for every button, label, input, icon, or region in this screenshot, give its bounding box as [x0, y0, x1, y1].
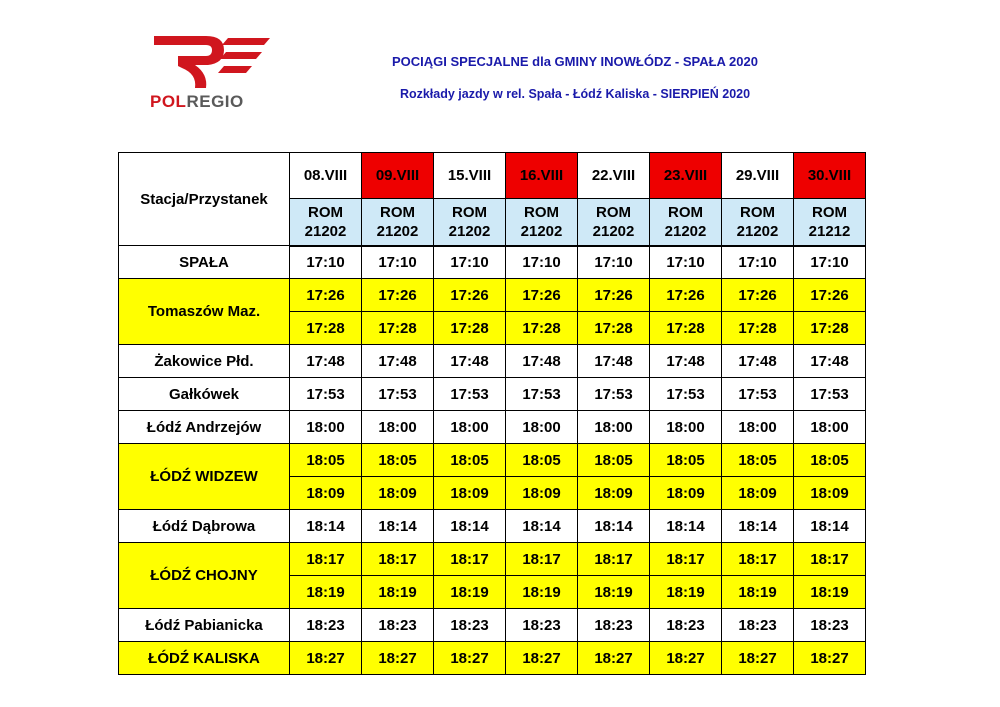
train-number-header — [362, 199, 434, 246]
time-cell: 18:14 — [578, 510, 650, 543]
train-type: ROM — [668, 203, 703, 221]
time-cell: 18:05 — [650, 444, 722, 477]
time-cell: 17:28 — [794, 312, 866, 345]
time-cell: 17:28 — [650, 312, 722, 345]
train-number-header — [578, 199, 650, 246]
time-cell: 18:27 — [578, 642, 650, 675]
time-cell: 18:19 — [722, 576, 794, 609]
time-cell: 18:09 — [434, 477, 506, 510]
table-row — [119, 510, 866, 543]
time-cell: 18:23 — [290, 609, 362, 642]
time-cell: 18:27 — [794, 642, 866, 675]
time-cell: 17:10 — [794, 246, 866, 279]
time-cell: 18:23 — [650, 609, 722, 642]
time-cell: 18:17 — [650, 543, 722, 576]
train-number-header — [794, 199, 866, 246]
time-cell: 18:14 — [722, 510, 794, 543]
table-row — [119, 543, 866, 576]
station-name: ŁÓDŹ KALISKA — [119, 642, 290, 675]
logo-wordmark: POLREGIO — [150, 92, 244, 111]
time-cell: 18:05 — [506, 444, 578, 477]
time-cell: 17:28 — [362, 312, 434, 345]
time-cell: 18:19 — [650, 576, 722, 609]
time-cell: 18:17 — [434, 543, 506, 576]
train-number: 21202 — [448, 222, 491, 240]
time-cell: 17:10 — [434, 246, 506, 279]
time-cell: 17:10 — [578, 246, 650, 279]
station-name: Tomaszów Maz. — [119, 279, 290, 345]
time-cell: 18:17 — [362, 543, 434, 576]
time-cell: 17:53 — [362, 378, 434, 411]
time-cell: 18:05 — [794, 444, 866, 477]
time-cell: 17:48 — [506, 345, 578, 378]
time-cell: 17:53 — [794, 378, 866, 411]
time-cell: 17:26 — [794, 279, 866, 312]
time-cell: 17:48 — [434, 345, 506, 378]
page-subtitle: Rozkłady jazdy w rel. Spała - Łódź Kaliska - SIERPIEŃ 2020 — [399, 87, 751, 101]
time-cell: 17:26 — [362, 279, 434, 312]
time-cell: 18:00 — [362, 411, 434, 444]
time-cell: 18:19 — [362, 576, 434, 609]
time-cell: 17:53 — [434, 378, 506, 411]
time-cell: 18:09 — [578, 477, 650, 510]
date-header: 15.VIII — [434, 153, 506, 199]
time-cell: 18:23 — [434, 609, 506, 642]
date-header: 08.VIII — [290, 153, 362, 199]
time-cell: 18:14 — [794, 510, 866, 543]
time-cell: 18:05 — [290, 444, 362, 477]
time-cell: 17:53 — [290, 378, 362, 411]
time-cell: 18:27 — [290, 642, 362, 675]
time-cell: 17:48 — [794, 345, 866, 378]
time-cell: 18:09 — [794, 477, 866, 510]
time-cell: 17:10 — [506, 246, 578, 279]
train-type: ROM — [308, 203, 343, 221]
time-cell: 17:26 — [722, 279, 794, 312]
train-number-header — [506, 199, 578, 246]
time-cell: 18:00 — [290, 411, 362, 444]
train-number-header — [290, 199, 362, 246]
time-cell: 17:53 — [506, 378, 578, 411]
time-cell: 17:48 — [722, 345, 794, 378]
table-row — [119, 378, 866, 411]
time-cell: 18:05 — [722, 444, 794, 477]
time-cell: 17:10 — [722, 246, 794, 279]
table-row — [119, 444, 866, 477]
time-cell: 17:48 — [650, 345, 722, 378]
time-cell: 18:14 — [362, 510, 434, 543]
time-cell: 18:23 — [506, 609, 578, 642]
station-name: Łódź Andrzejów — [119, 411, 290, 444]
time-cell: 18:00 — [434, 411, 506, 444]
time-cell: 18:19 — [506, 576, 578, 609]
time-cell: 18:14 — [434, 510, 506, 543]
time-cell: 18:14 — [290, 510, 362, 543]
time-cell: 18:17 — [722, 543, 794, 576]
station-name: SPAŁA — [119, 246, 290, 279]
time-cell: 18:27 — [434, 642, 506, 675]
station-name: Gałkówek — [119, 378, 290, 411]
time-cell: 17:28 — [290, 312, 362, 345]
train-number-header — [434, 199, 506, 246]
date-header: 23.VIII — [650, 153, 722, 199]
time-cell: 17:26 — [578, 279, 650, 312]
station-column-header: Stacja/Przystanek — [119, 153, 290, 246]
train-number: 21202 — [736, 222, 779, 240]
time-cell: 18:14 — [650, 510, 722, 543]
train-number: 21202 — [592, 222, 635, 240]
time-cell: 17:53 — [578, 378, 650, 411]
time-cell: 18:17 — [290, 543, 362, 576]
time-cell: 17:10 — [362, 246, 434, 279]
time-cell: 17:48 — [362, 345, 434, 378]
table-row — [119, 642, 866, 675]
polregio-logo-icon — [148, 30, 278, 92]
time-cell: 17:10 — [650, 246, 722, 279]
time-cell: 18:09 — [506, 477, 578, 510]
date-header: 29.VIII — [722, 153, 794, 199]
time-cell: 17:48 — [578, 345, 650, 378]
time-cell: 18:00 — [650, 411, 722, 444]
time-cell: 18:19 — [794, 576, 866, 609]
polregio-logo — [148, 30, 278, 112]
date-header: 30.VIII — [794, 153, 866, 199]
table-row — [119, 246, 866, 279]
time-cell: 17:28 — [434, 312, 506, 345]
time-cell: 18:19 — [578, 576, 650, 609]
time-cell: 18:09 — [362, 477, 434, 510]
time-cell: 18:23 — [722, 609, 794, 642]
page-title: POCIĄGI SPECJALNE dla GMINY INOWŁÓDZ - SPAŁA 2020 — [392, 54, 758, 69]
time-cell: 17:48 — [290, 345, 362, 378]
train-number: 21202 — [304, 222, 347, 240]
station-name: ŁÓDŹ CHOJNY — [119, 543, 290, 609]
time-cell: 18:17 — [578, 543, 650, 576]
train-number: 21212 — [808, 222, 851, 240]
time-cell: 18:00 — [578, 411, 650, 444]
time-cell: 18:14 — [506, 510, 578, 543]
time-cell: 18:05 — [434, 444, 506, 477]
time-cell: 18:05 — [362, 444, 434, 477]
table-row — [119, 345, 866, 378]
time-cell: 18:00 — [722, 411, 794, 444]
time-cell: 18:27 — [650, 642, 722, 675]
train-type: ROM — [380, 203, 415, 221]
time-cell: 18:27 — [722, 642, 794, 675]
time-cell: 18:19 — [290, 576, 362, 609]
time-cell: 17:28 — [506, 312, 578, 345]
time-cell: 18:05 — [578, 444, 650, 477]
train-number: 21202 — [664, 222, 707, 240]
train-number-header — [722, 199, 794, 246]
time-cell: 18:00 — [506, 411, 578, 444]
table-row — [119, 411, 866, 444]
time-cell: 17:53 — [722, 378, 794, 411]
time-cell: 18:27 — [362, 642, 434, 675]
station-name: Łódź Pabianicka — [119, 609, 290, 642]
train-number: 21202 — [376, 222, 419, 240]
table-row — [119, 279, 866, 312]
station-name: ŁÓDŹ WIDZEW — [119, 444, 290, 510]
time-cell: 17:26 — [434, 279, 506, 312]
time-cell: 18:09 — [722, 477, 794, 510]
train-number-header — [650, 199, 722, 246]
time-cell: 18:23 — [578, 609, 650, 642]
train-type: ROM — [596, 203, 631, 221]
train-type: ROM — [524, 203, 559, 221]
time-cell: 18:09 — [290, 477, 362, 510]
time-cell: 17:26 — [506, 279, 578, 312]
time-cell: 18:09 — [650, 477, 722, 510]
train-type: ROM — [812, 203, 847, 221]
station-name: Żakowice Płd. — [119, 345, 290, 378]
time-cell: 17:26 — [290, 279, 362, 312]
time-cell: 17:28 — [578, 312, 650, 345]
date-header: 16.VIII — [506, 153, 578, 199]
time-cell: 18:17 — [506, 543, 578, 576]
time-cell: 17:10 — [290, 246, 362, 279]
train-number: 21202 — [520, 222, 563, 240]
train-type: ROM — [740, 203, 775, 221]
time-cell: 17:26 — [650, 279, 722, 312]
time-cell: 18:27 — [506, 642, 578, 675]
train-type: ROM — [452, 203, 487, 221]
time-cell: 17:28 — [722, 312, 794, 345]
header-row-dates — [119, 153, 866, 199]
station-name: Łódź Dąbrowa — [119, 510, 290, 543]
time-cell: 18:23 — [362, 609, 434, 642]
timetable — [118, 152, 866, 675]
time-cell: 18:17 — [794, 543, 866, 576]
date-header: 22.VIII — [578, 153, 650, 199]
date-header: 09.VIII — [362, 153, 434, 199]
time-cell: 18:19 — [434, 576, 506, 609]
time-cell: 17:53 — [650, 378, 722, 411]
time-cell: 18:23 — [794, 609, 866, 642]
table-row — [119, 609, 866, 642]
time-cell: 18:00 — [794, 411, 866, 444]
